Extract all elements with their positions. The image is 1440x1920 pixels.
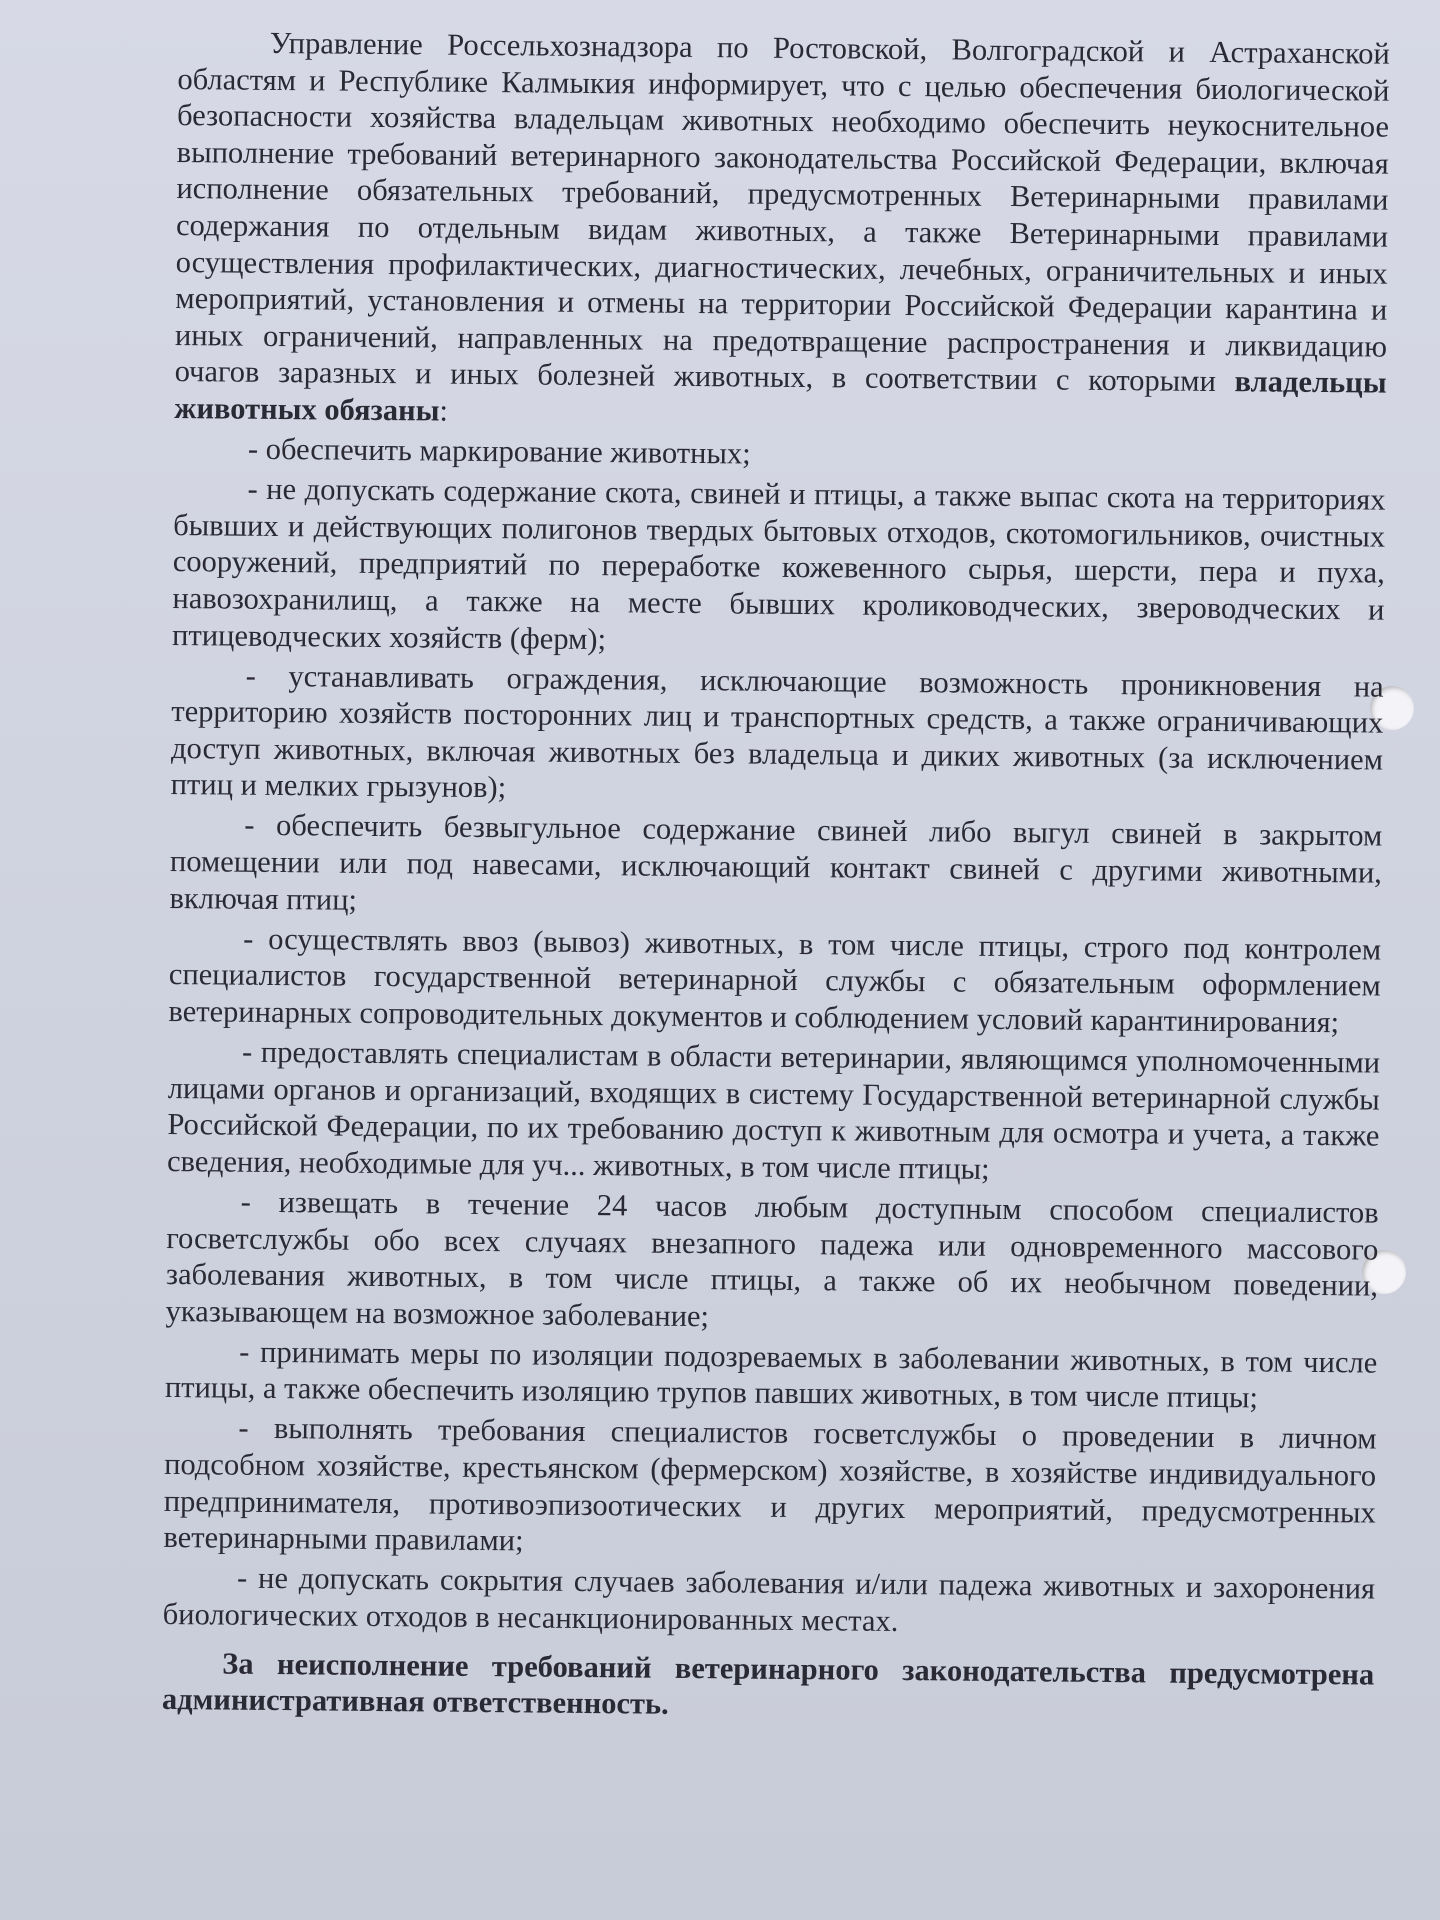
intro-paragraph <box>174 24 1390 438</box>
obligation-item: - осуществлять ввоз (вывоз) животных, в том числе птицы, строго под контролем специалистов государственной ветеринарной службы с обязательным оформлением ветеринарных сопроводительных документов и соблюдением условий карантинирования; <box>168 921 1382 1040</box>
intro-bold-phrase: владельцы животных обязаны <box>174 364 1387 428</box>
obligation-item: - извещать в течение 24 часов любым доступным способом специалистов госветслужбы обо всех случаях внезапного падежа или одновременного массового заболевания животных, в том числе птицы, а также об их необычном поведении, указывающем на возможное заболевание; <box>165 1184 1379 1333</box>
obligation-item: - устанавливать ограждения, исключающие возможность проникновения на территорию хозяйств посторонних лиц и транспортных средств, а также ограничивающих доступ животных, включая животных без владельца и диких животных (за исключением птиц и мелких грызунов); <box>170 658 1384 805</box>
document-body <box>162 24 1390 1733</box>
obligation-item: - обеспечить маркирование животных; <box>247 431 751 471</box>
obligation-item: - предоставлять специалистам в области ветеринарии, являющимся уполномоченными лицами органов и организаций, входящих в систему Государственной ветеринарной службы Российской Федерации, по их требованию доступ к животным для осмотра и учета, а также сведения, необходимые для уч... животных, в том числе птицы; <box>166 1034 1381 1186</box>
obligation-item: - обеспечить безвыгульное содержание свиней либо выгул свиней в закрытом помещении или под навесами, исключающий контакт свиней с другими животными, включая птиц; <box>169 808 1383 917</box>
obligation-item: - не допускать сокрытия случаев заболевания и/или падежа животных и захоронения биологических отходов в несанкционированных местах. <box>162 1560 1376 1638</box>
obligation-item: - выполнять требования специалистов госветслужбы о проведении в личном подсобном хозяйстве, крестьянском (фермерском) хозяйстве, в хозяйстве индивидуального предпринимателя, противоэпизоотических и других мероприятий, предусмотренных ветеринарными правилами; <box>163 1411 1377 1558</box>
intro-text: Управление Россельхознадзора по Ростовской, Волгоградской и Астраханской областям и Республике Калмыкия информирует, что с целью обеспечения биологической безопасности хозяйства владельцам животных необходимо обеспечить неукоснительное выполнение требований ветеринарного законодательства Российской Федерации, включая исполнение обязательных требований, предусмотренных Ветеринарными правилами содержания по отдельным видам животных, а также Ветеринарными правилами осуществления профилактических, диагностических, лечебных, ограничительных и иных мероприятий, установления и отмены на территории Российской Федерации карантина и иных ограничений, направленных на предотвращение распространения и ликвидацию очагов заразных и иных болезней животных, в соответствии с которыми <box>174 25 1390 399</box>
obligation-item: - принимать меры по изоляции подозреваемых в заболевании животных, в том числе птицы, а также обеспечить изоляцию трупов павших животных, в том числе птицы; <box>164 1334 1378 1415</box>
intro-colon: : <box>439 393 449 428</box>
conclusion-paragraph: За неисполнение требований ветеринарного законодательства предусмотрена административная ответственность. <box>161 1646 1375 1721</box>
obligation-item: - не допускать содержание скота, свиней и птицы, а также выпас скота на территориях бывших и действующих полигонов твердых бытовых отходов, скотомогильников, очистных сооружений, предприятий по переработке кожевенного сырья, шерсти, пера и пуха, навозохранилищ, а также на месте бывших кролиководческих, звероводческих и птицеводческих хозяйств (ферм); <box>171 471 1386 656</box>
